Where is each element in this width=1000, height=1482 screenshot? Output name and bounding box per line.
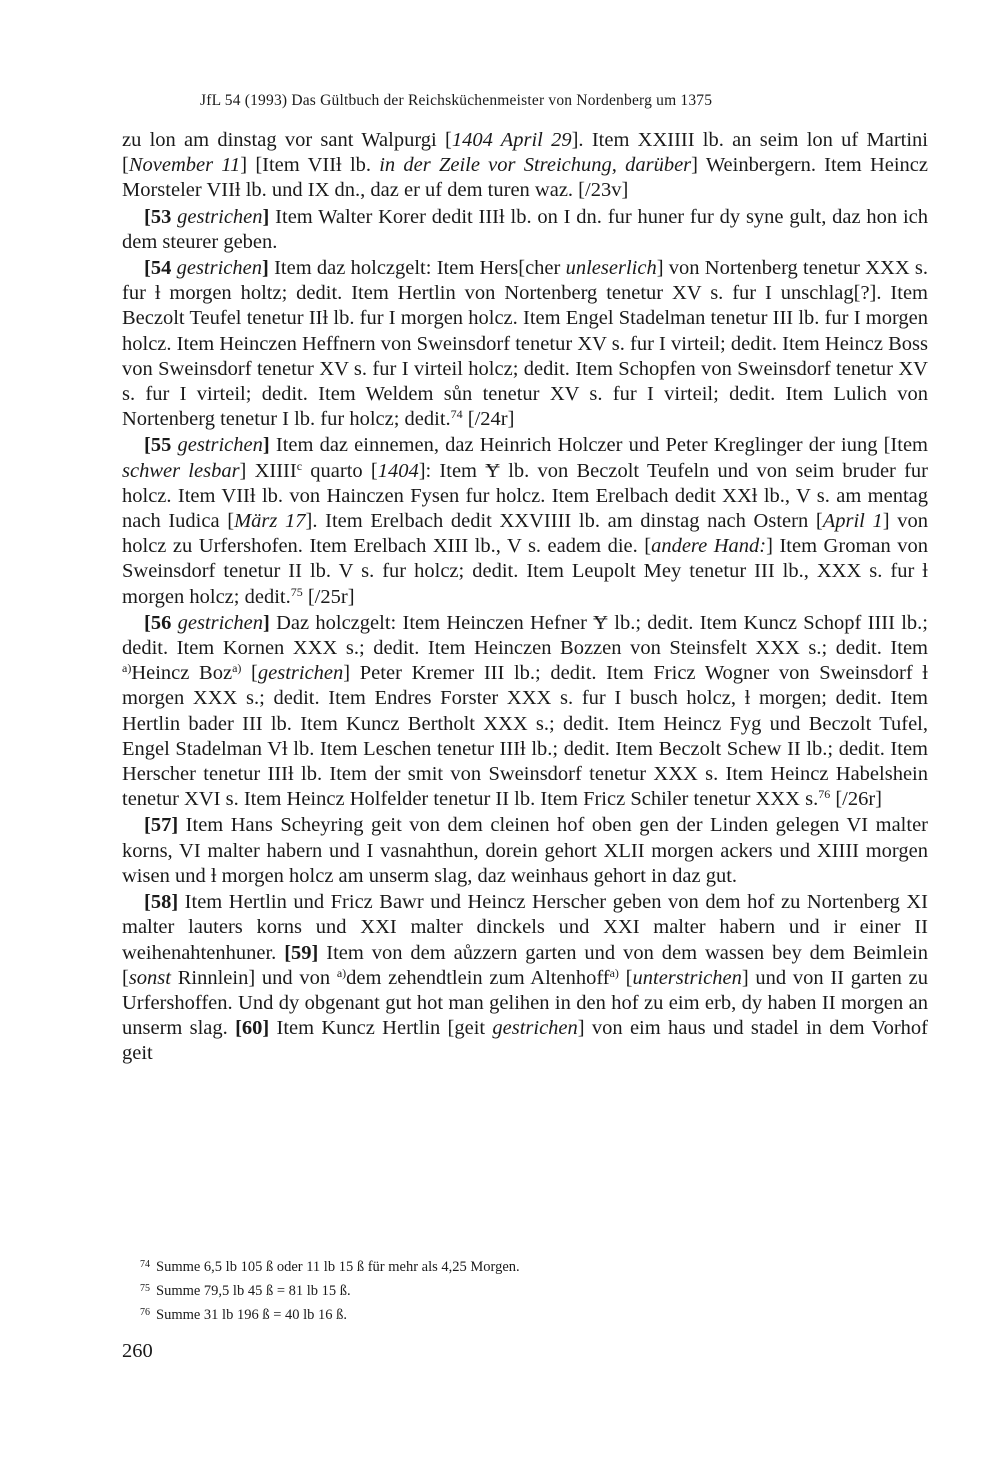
text-run: Item Kuncz Hertlin [geit xyxy=(269,1017,493,1040)
text-run: Daz holczgelt: Item Heinczen Hefner Ɏ lb.; dedit. Item Kuncz Schopf IIII lb.; dedit. Item Kornen XXX s.; dedit. Item Heinczen Bozzen von Steinsfelt XXX s.; dedit. Item xyxy=(122,611,929,660)
text-run: ] Weinbergern. Item Heincz Morsteler VIIƚ lb. und IX dn., daz er uf dem turen waz. [/23v] xyxy=(122,154,928,202)
paragraph xyxy=(122,611,928,813)
text-run: ]. Item Erelbach dedit XXVIIII lb. am dinstag nach Ostern [ xyxy=(305,510,823,533)
text-run: November 11 xyxy=(128,154,241,177)
text-run: Item daz holczgelt: Item Hers[cher xyxy=(268,257,566,280)
footnote xyxy=(140,1254,900,1278)
paragraph xyxy=(122,890,928,1066)
text-run: dem zehendtlein zum Altenhoff xyxy=(346,966,610,989)
page-number: 260 xyxy=(122,1340,153,1362)
text-run: ]: Item Ɏ lb. von Beczolt Teufeln und von seim bruder fur holcz. Item VIIƚ lb. von Hainczen Fysen fur holcz. Item Erelbach dedit XXƚ lb., V s. am mentag nach Iudica [ xyxy=(122,459,928,533)
text-run: ] Peter Kremer III lb.; dedit. Item Fricz Wogner von Sweinsdorf ƚ morgen XXX s.; dedit. Item Endres Forster XXX s. fur I busch holcz, ƚ morgen; dedit. Item Hertlin bader III lb. Item Kuncz Bertholt XXX s.; dedit. Item Heincz Fyg und Beczolt Tufel, Engel Stadelman Vƚ lb. Item Leschen tenetur IIIƚ lb.; dedit. Item Beczolt Schew II lb.; dedit. Item Herscher tenetur IIIƚ lb. Item der smit von Sweinsdorf tenetur XXX s. Item Heincz Habelshein tenetur XVI s. Item Heincz Holfelder tenetur II lb. Item Fricz Schiler tenetur XXX s. xyxy=(122,662,929,811)
text-run: April 1 xyxy=(822,510,883,533)
text-run: ] xyxy=(262,205,270,228)
paragraph xyxy=(122,128,928,204)
text-run: in der Zeile vor Streichung, darüber xyxy=(379,154,692,177)
text-run: [55 xyxy=(144,434,178,457)
text-run: ] xyxy=(263,611,270,634)
footnote-number: 75 xyxy=(140,1283,150,1294)
paragraph xyxy=(122,813,928,889)
text-run: ] von holcz zu Urfershofen. Item Erelbach XIII lb., V s. eadem die. [ xyxy=(122,510,928,558)
text-run: 1404 April 29 xyxy=(451,129,572,151)
text-run: Item von dem aůzzern garten und von dem wassen bey dem Beimlein [ xyxy=(122,941,928,989)
superscript: a) xyxy=(609,965,619,980)
text-run: [54 xyxy=(144,257,177,280)
text-run: ] [Item VIIƚ lb. xyxy=(240,154,380,177)
text-run: 1404 xyxy=(377,459,419,482)
text-run: [60] xyxy=(235,1017,270,1040)
text-run: ] xyxy=(262,434,270,457)
text-run: ]. Item XXIIII lb. an seim lon uf Martini [ xyxy=(122,129,928,177)
text-run: [57] xyxy=(144,814,179,837)
text-run: sonst xyxy=(128,966,171,989)
paragraph xyxy=(122,205,928,255)
text-run: [ xyxy=(618,966,633,989)
paragraph xyxy=(122,256,928,432)
text-run: Item Walter Korer dedit IIIƚ lb. on I dn. fur huner fur dy syne gult, daz hon ich dem steurer geben. xyxy=(122,205,928,253)
footnote xyxy=(140,1278,900,1302)
text-run: [/25r] xyxy=(302,585,355,608)
text-run: [56 xyxy=(144,611,178,634)
text-run: schwer lesbar xyxy=(122,459,240,482)
text-run: Item Hans Scheyring geit von dem cleinen hof oben gen der Linden gelegen VI malter korns, VI malter habern und I vasnahthun, dorein gehort XLII morgen ackers und XIIII morgen wisen und ƚ morgen holcz am unserm slag, daz weinhaus gehort in daz gut. xyxy=(122,814,928,887)
superscript: a) xyxy=(232,661,242,676)
text-run: Item daz einnemen, daz Heinrich Holczer und Peter Kreglinger der iung [Item xyxy=(269,434,928,457)
text-run: gestrichen xyxy=(177,611,264,634)
text-run: [/26r] xyxy=(830,788,883,811)
text-run: ] XIIII xyxy=(239,459,297,482)
text-run: [53 xyxy=(144,205,178,228)
text-run: [59] xyxy=(284,941,319,964)
text-run: Heincz Boz xyxy=(131,662,233,685)
superscript: c xyxy=(296,458,303,473)
footnote-text: Summe 31 lb 196 ß = 40 lb 16 ß. xyxy=(156,1307,348,1323)
text-run: gestrichen xyxy=(257,662,344,685)
footnote-text: Summe 79,5 lb 45 ß = 81 lb 15 ß. xyxy=(156,1283,351,1299)
text-run: gestrichen xyxy=(177,434,263,457)
superscript: 74 xyxy=(450,407,463,422)
body-text xyxy=(122,128,928,1067)
text-run: unterstrichen xyxy=(632,966,742,989)
text-run: zu lon am dinstag vor sant Walpurgi [ xyxy=(122,129,452,151)
footnote xyxy=(140,1302,900,1326)
superscript: 76 xyxy=(818,787,831,802)
footnotes xyxy=(140,1254,900,1326)
text-run: [/24r] xyxy=(462,408,515,431)
text-run: ] Item Groman von Sweinsdorf tenetur II lb. V s. fur holcz; dedit. Item Leupolt Mey tenetur III lb., XXX s. fur ƚ morgen holcz; dedit. xyxy=(122,535,928,608)
text-run: quarto [ xyxy=(302,459,378,482)
text-run: [58] xyxy=(144,891,179,914)
text-run: unleserlich xyxy=(565,257,657,280)
running-head: JfL 54 (1993) Das Gültbuch der Reichsküchenmeister von Nordenberg um 1375 xyxy=(200,92,713,109)
text-run: Rinnlein] und von xyxy=(170,966,337,989)
text-run: gestrichen xyxy=(492,1017,578,1040)
footnote-number: 74 xyxy=(140,1259,150,1270)
text-run: gestrichen xyxy=(176,257,262,280)
superscript: a) xyxy=(336,965,347,980)
text-run: gestrichen xyxy=(177,205,263,228)
text-run: andere Hand: xyxy=(651,535,767,558)
text-run: März 17 xyxy=(234,510,306,533)
footnote-number: 76 xyxy=(140,1307,150,1318)
text-run: ] von Nortenberg tenetur XXX s. fur ƚ morgen holtz; dedit. Item Hertlin von Nortenberg tenetur XV s. fur I unschlag[?]. Item Beczolt Teufel tenetur IIƚ lb. fur I morgen holcz. Item Engel Stadelman tenetur III lb. fur I morgen holcz. Item Heinczen Heffnern von Sweinsdorf tenetur XV s. fur I virteil; dedit. Item Heincz Boss von Sweinsdorf tenetur XV s. fur I virteil holcz; dedit. Item Schopfen von Sweinsdorf tenetur XV s. fur I virteil; dedit. Item Weldem sůn tenetur XV s. fur I virteil; dedit. Item Lulich von Nortenberg tenetur I lb. fur holcz; dedit. xyxy=(122,257,928,431)
superscript: 75 xyxy=(290,584,303,599)
superscript: a) xyxy=(122,661,132,676)
footnote-text: Summe 6,5 lb 105 ß oder 11 lb 15 ß für mehr als 4,25 Morgen. xyxy=(156,1259,520,1275)
paragraph xyxy=(122,433,928,609)
text-run: ] xyxy=(262,257,269,280)
text-run: ] und von II garten zu Urfershoffen. Und dy obgenant gut hot man gelihen in den hof zu eim erb, dy haben II morgen an unserm slag. xyxy=(122,966,929,1040)
text-run: [ xyxy=(241,662,258,685)
text-run: ] von eim haus und stadel in dem Vorhof geit xyxy=(122,1017,929,1065)
text-run: Item Hertlin und Fricz Bawr und Heincz Herscher geben von dem hof zu Nortenberg XI malter lauters korns und XXI malter dinckels und XXI malter habern und ir einer II weihenahtenhuner. xyxy=(122,891,928,964)
